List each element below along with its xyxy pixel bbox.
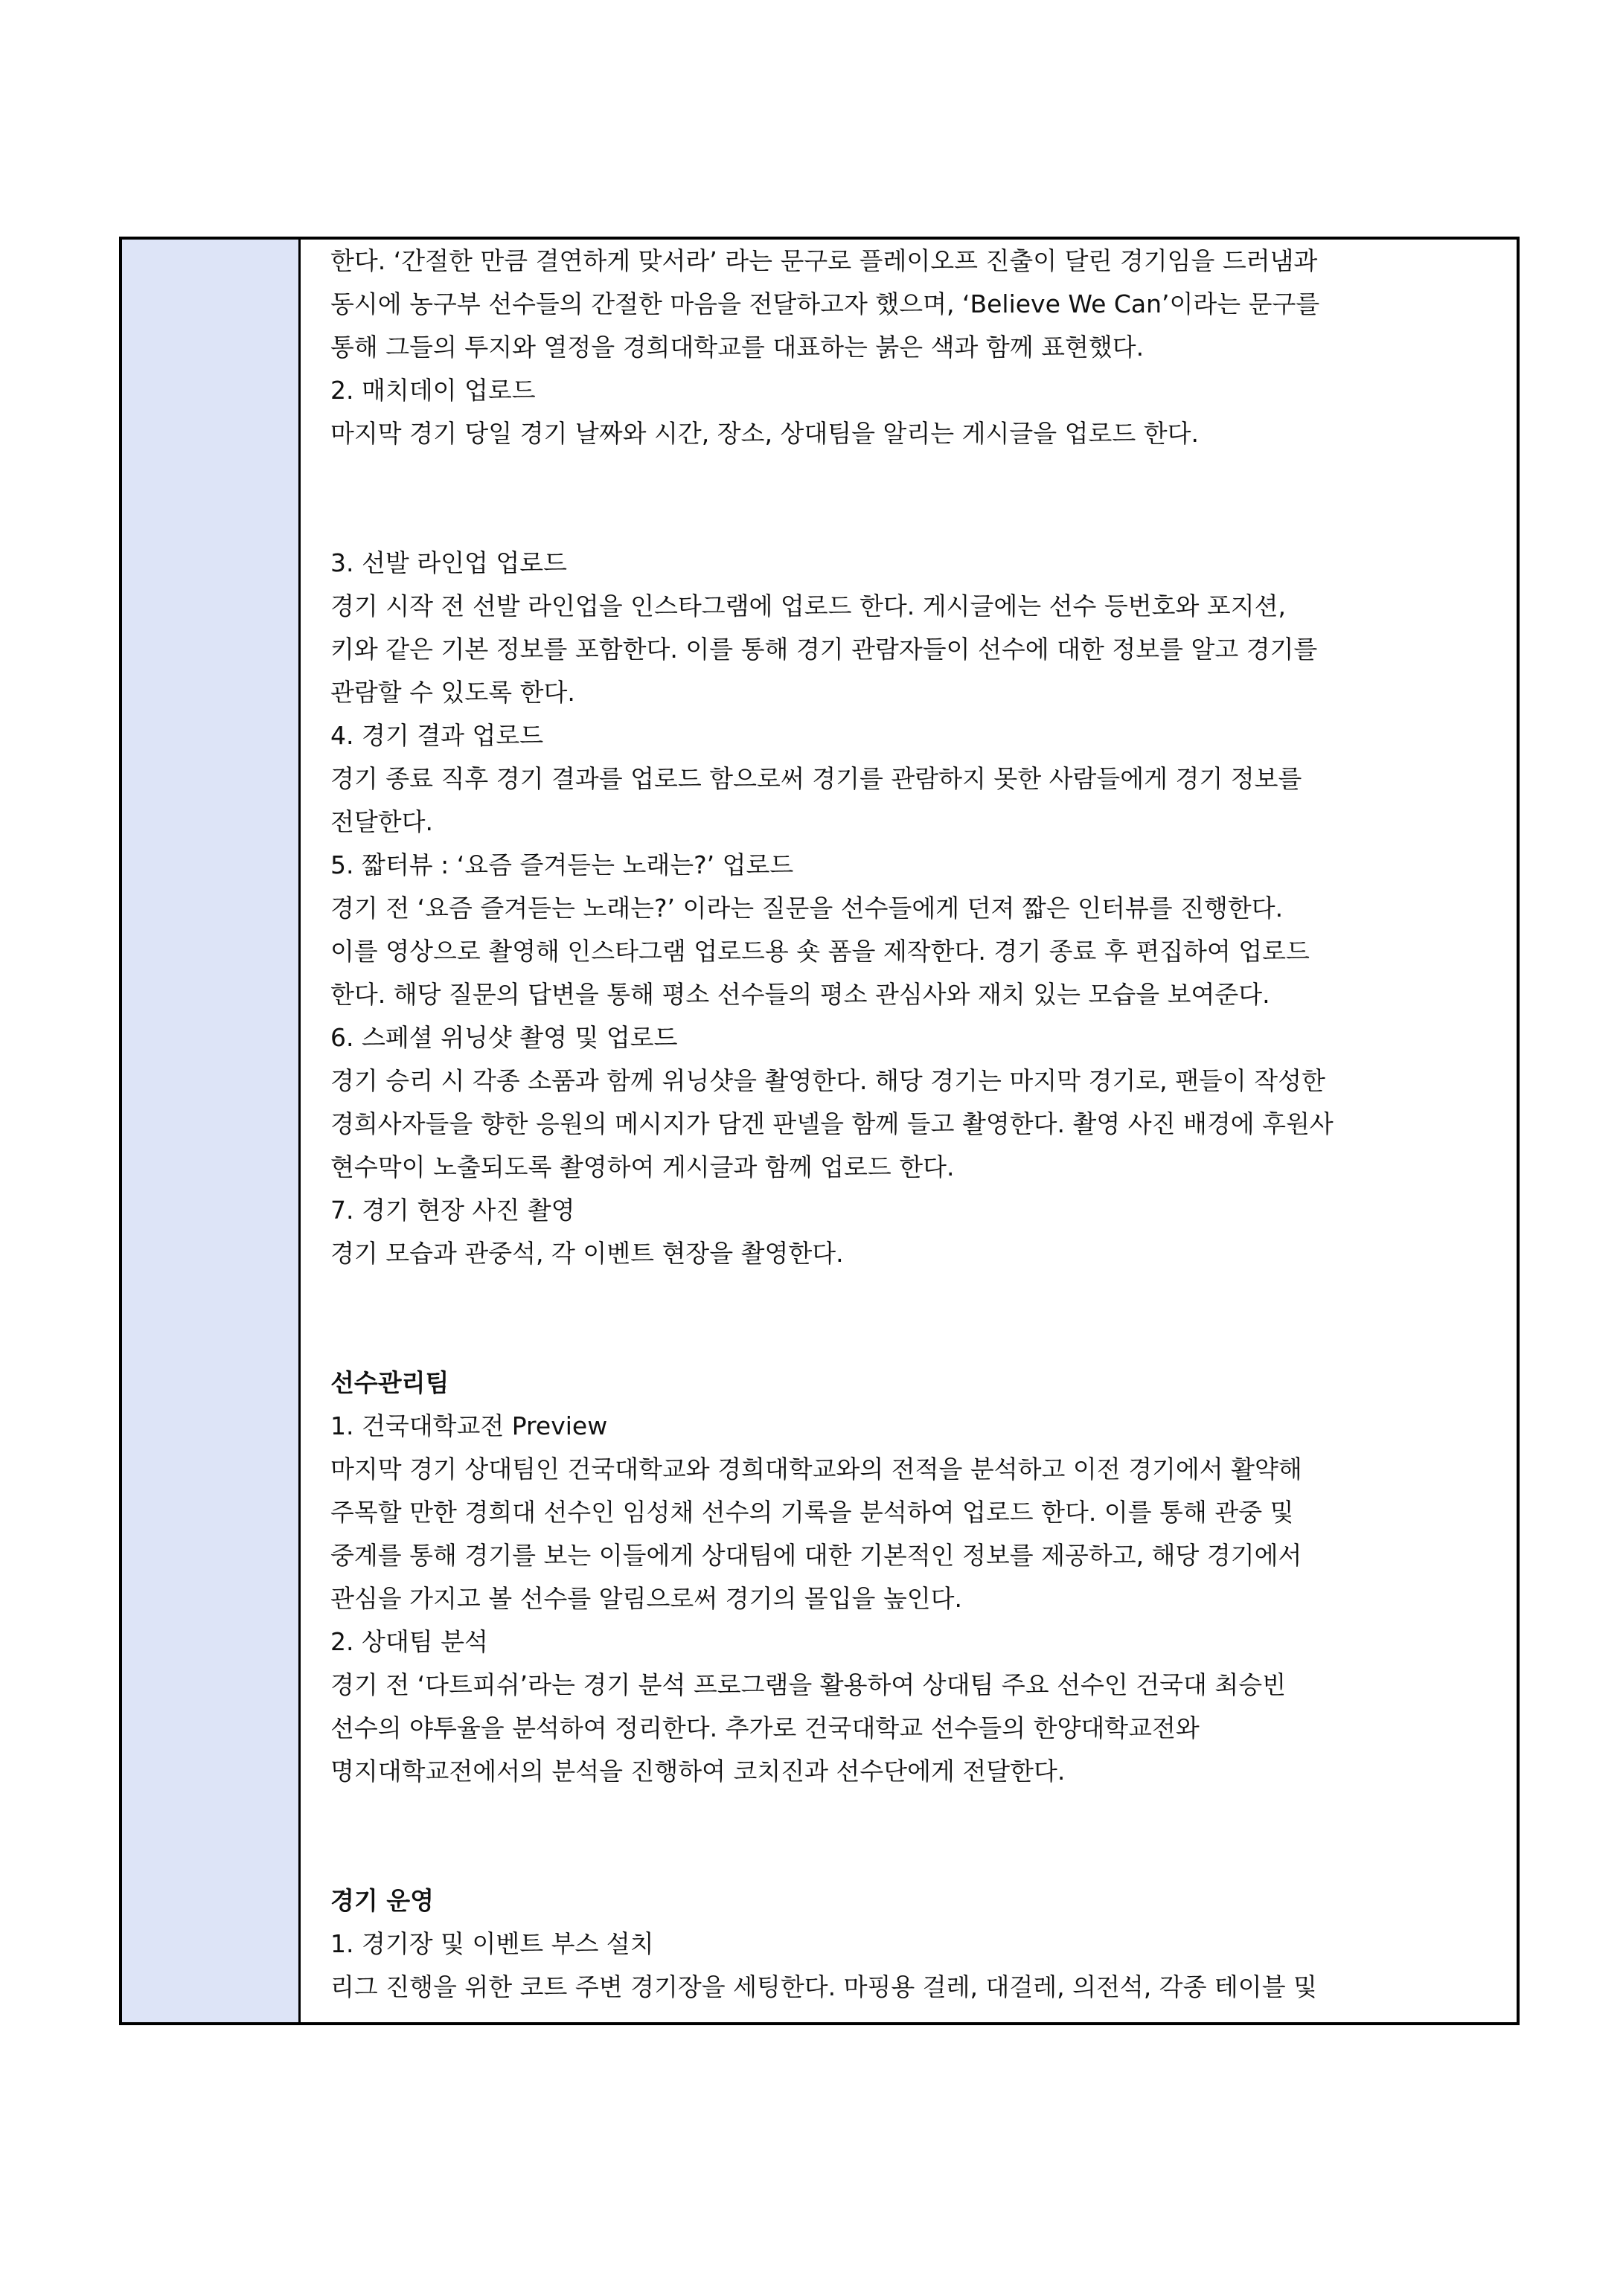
text-line: 경기 종료 직후 경기 결과를 업로드 함으로써 경기를 관람하지 못한 사람들에게 경기 정보를 [330, 764, 1302, 793]
text-line: 리그 진행을 위한 코트 주변 경기장을 세팅한다. 마핑용 걸레, 대걸레, 의전석, 각종 테이블 및 [330, 1972, 1317, 2001]
text-line: 통해 그들의 투지와 열정을 경희대학교를 대표하는 붉은 색과 함께 표현했다. [330, 333, 1145, 362]
blank-line [330, 1275, 1517, 1318]
text-line: 전달한다. [330, 807, 434, 836]
text-line: 관심을 가지고 볼 선수를 알림으로써 경기의 몰입을 높인다. [330, 1584, 962, 1613]
text-line: 선수의 야투율을 분석하여 정리한다. 추가로 건국대학교 선수들의 한양대학교전와 [330, 1713, 1200, 1742]
table-content-cell [301, 240, 1517, 2022]
text-line: 1. 경기장 및 이벤트 부스 설치 [330, 1929, 654, 1958]
blank-line [330, 498, 1517, 542]
text-line: 경희사자들을 향한 응원의 메시지가 담겐 판넬을 함께 들고 촬영한다. 촬영 사진 배경에 후원사 [330, 1109, 1334, 1138]
text-line: 경기 모습과 관중석, 각 이벤트 현장을 촬영한다. [330, 1239, 844, 1268]
text-line: 5. 짧터뷰 : ‘요즘 즐겨듣는 노래는?’ 업로드 [330, 850, 794, 879]
text-line: 명지대학교전에서의 분석을 진행하여 코치진과 선수단에게 전달한다. [330, 1757, 1066, 1786]
text-line: 이를 영상으로 촬영해 인스타그램 업로드용 숏 폼을 제작한다. 경기 종료 후 편집하여 업로드 [330, 937, 1310, 966]
section-heading: 선수관리팀 [330, 1368, 449, 1397]
table-label-cell [122, 240, 301, 2022]
text-line: 경기 시작 전 선발 라인업을 인스타그램에 업로드 한다. 게시글에는 선수 등번호와 포지션, [330, 591, 1286, 621]
text-line: 경기 전 ‘요즘 즐겨듣는 노래는?’ 이라는 질문을 선수들에게 던져 짧은 인터뷰를 진행한다. [330, 894, 1284, 923]
text-line: 2. 상대팀 분석 [330, 1627, 488, 1656]
text-line: 마지막 경기 당일 경기 날짜와 시간, 장소, 상대팀을 알리는 게시글을 업로드 한다. [330, 419, 1199, 448]
text-line: 경기 전 ‘다트피쉬’라는 경기 분석 프로그램을 활용하여 상대팀 주요 선수인 건국대 최승빈 [330, 1670, 1286, 1699]
text-line: 4. 경기 결과 업로드 [330, 721, 544, 750]
text-line: 중계를 통해 경기를 보는 이들에게 상대팀에 대한 기본적인 정보를 제공하고, 해당 경기에서 [330, 1541, 1302, 1570]
text-line: 관람할 수 있도록 한다. [330, 678, 575, 707]
text-line: 한다. ‘간절한 만큼 결연하게 맞서라’ 라는 문구로 플레이오프 진출이 달린 경기임을 드러냄과 [330, 246, 1318, 275]
text-line: 2. 매치데이 업로드 [330, 376, 536, 405]
blank-line [330, 455, 1517, 498]
section-heading: 경기 운영 [330, 1886, 435, 1915]
blank-line [330, 1793, 1517, 1836]
text-line: 3. 선발 라인업 업로드 [330, 548, 567, 577]
text-line: 6. 스페셜 위닝샷 촬영 및 업로드 [330, 1023, 678, 1052]
content-table [119, 237, 1520, 2025]
blank-line [330, 1836, 1517, 1879]
text-line: 현수막이 노출되도록 촬영하여 게시글과 함께 업로드 한다. [330, 1152, 955, 1181]
text-line: 경기 승리 시 각종 소품과 함께 위닝샷을 촬영한다. 해당 경기는 마지막 경기로, 팬들이 작성한 [330, 1066, 1325, 1095]
text-line: 한다. 해당 질문의 답변을 통해 평소 선수들의 평소 관심사와 재치 있는 모습을 보여준다. [330, 980, 1270, 1009]
text-line: 7. 경기 현장 사진 촬영 [330, 1196, 575, 1225]
blank-line [330, 1318, 1517, 1362]
text-line: 동시에 농구부 선수들의 간절한 마음을 전달하고자 했으며, ‘Believe We Can’이라는 문구를 [330, 289, 1320, 318]
text-line: 마지막 경기 상대팀인 건국대학교와 경희대학교와의 전적을 분석하고 이전 경기에서 활약해 [330, 1455, 1302, 1484]
text-line: 키와 같은 기본 정보를 포함한다. 이를 통해 경기 관람자들이 선수에 대한 정보를 알고 경기를 [330, 635, 1318, 664]
text-line: 주목할 만한 경희대 선수인 임성채 선수의 기록을 분석하여 업로드 한다. 이를 통해 관중 및 [330, 1498, 1294, 1527]
text-line: 1. 건국대학교전 Preview [330, 1411, 608, 1440]
